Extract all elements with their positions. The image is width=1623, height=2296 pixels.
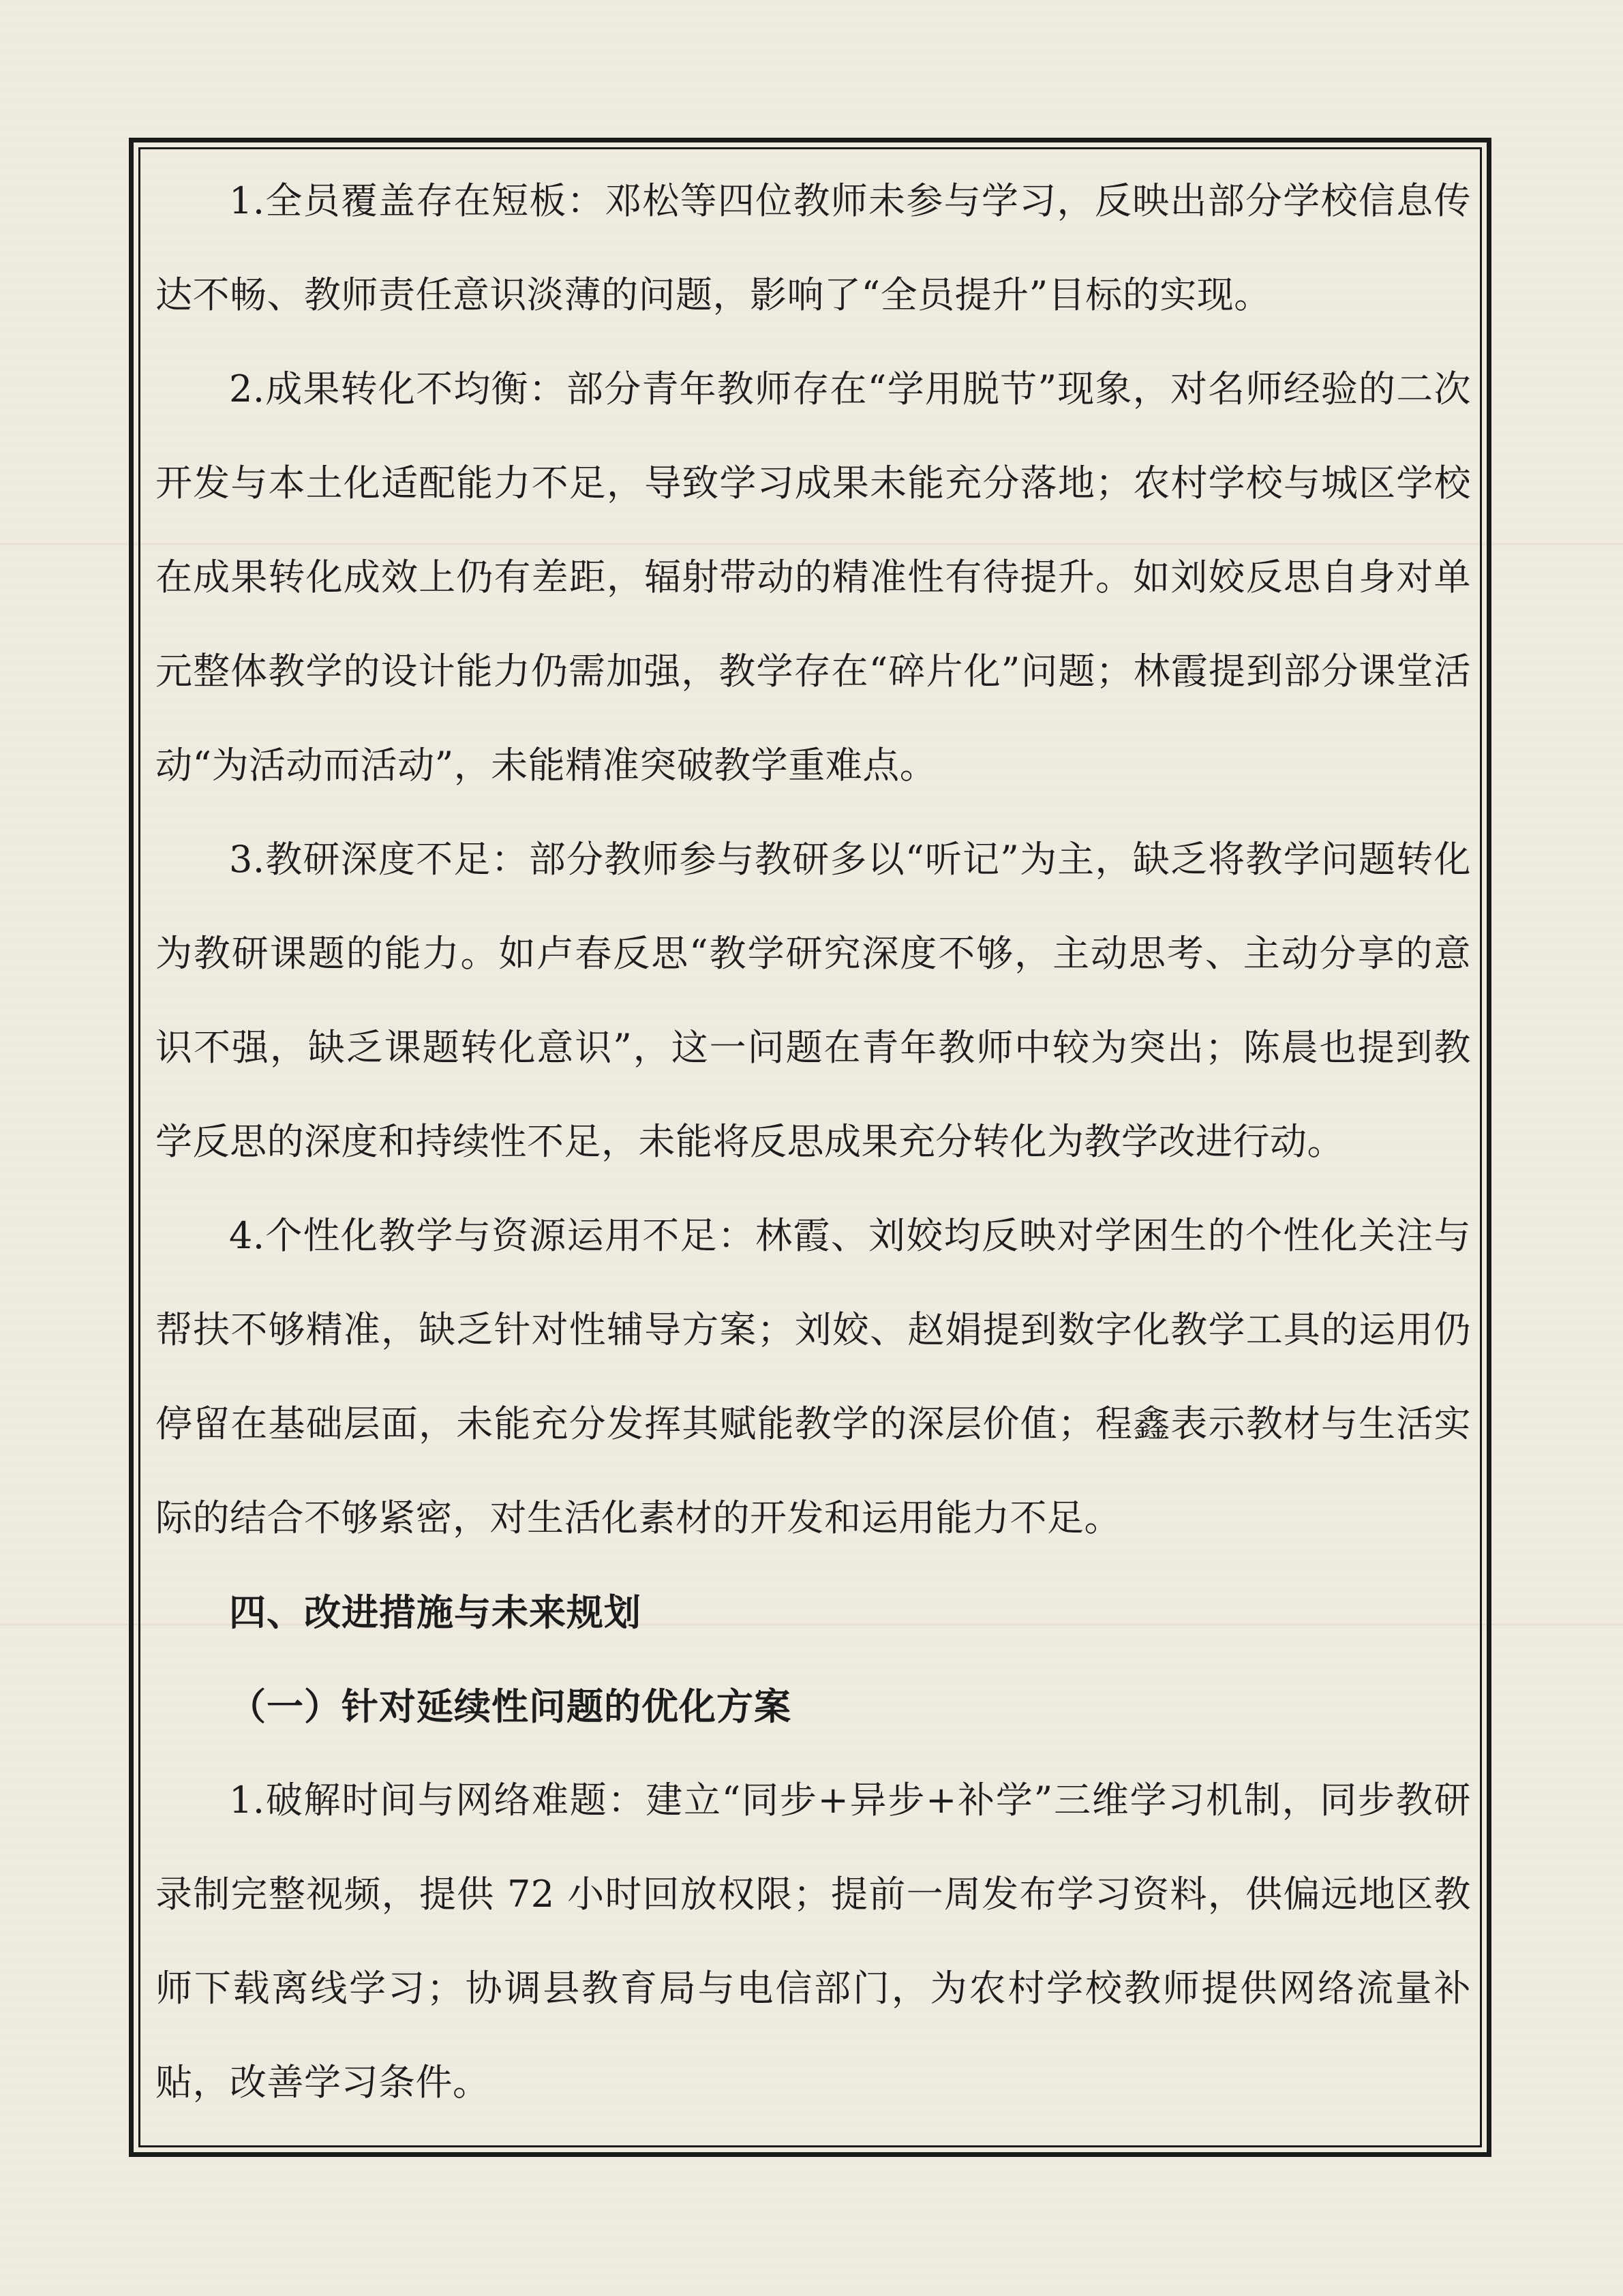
paragraph-full-coverage: 1.全员覆盖存在短板：邓松等四位教师未参与学习，反映出部分学校信息传达不畅、教师责任意识淡薄的问题，影响了“全员提升”目标的实现。 bbox=[155, 179, 1471, 316]
paragraph-personalized-teaching: 4.个性化教学与资源运用不足：林霞、刘姣均反映对学困生的个性化关注与帮扶不够精准，缺乏针对性辅导方案；刘姣、赵娟提到数字化教学工具的运用仍停留在基础层面，未能充分发挥其赋能教学的深层价值；程鑫表示教材与生活实际的结合不够紧密，对生活化素材的开发和运用能力不足。 bbox=[155, 1214, 1471, 1539]
sub-heading: （一）针对延续性问题的优化方案 bbox=[229, 1685, 791, 1728]
paragraph-time-network: 1.破解时间与网络难题：建立“同步+异步+补学”三维学习机制，同步教研录制完整视频，提供 72 小时回放权限；提前一周发布学习资料，供偏远地区教师下载离线学习；协调县教育局与电信部门，为农村学校教师提供网络流量补贴，改善学习条件。 bbox=[155, 1779, 1471, 2104]
section-heading: 四、改进措施与未来规划 bbox=[229, 1590, 641, 1634]
document-body bbox=[155, 154, 1471, 2130]
paragraph-outcome-transfer: 2.成果转化不均衡：部分青年教师存在“学用脱节”现象，对名师经验的二次开发与本土化适配能力不足，导致学习成果未能充分落地；农村学校与城区学校在成果转化成效上仍有差距，辐射带动的精准性有待提升。如刘姣反思自身对单元整体教学的设计能力仍需加强，教学存在“碎片化”问题；林霞提到部分课堂活动“为活动而活动”，未能精准突破教学重难点。 bbox=[155, 367, 1471, 787]
paragraph-research-depth: 3.教研深度不足：部分教师参与教研多以“听记”为主，缺乏将教学问题转化为教研课题的能力。如卢春反思“教学研究深度不够，主动思考、主动分享的意识不强，缺乏课题转化意识”，这一问题在青年教师中较为突出；陈晨也提到教学反思的深度和持续性不足，未能将反思成果充分转化为教学改进行动。 bbox=[155, 838, 1471, 1163]
